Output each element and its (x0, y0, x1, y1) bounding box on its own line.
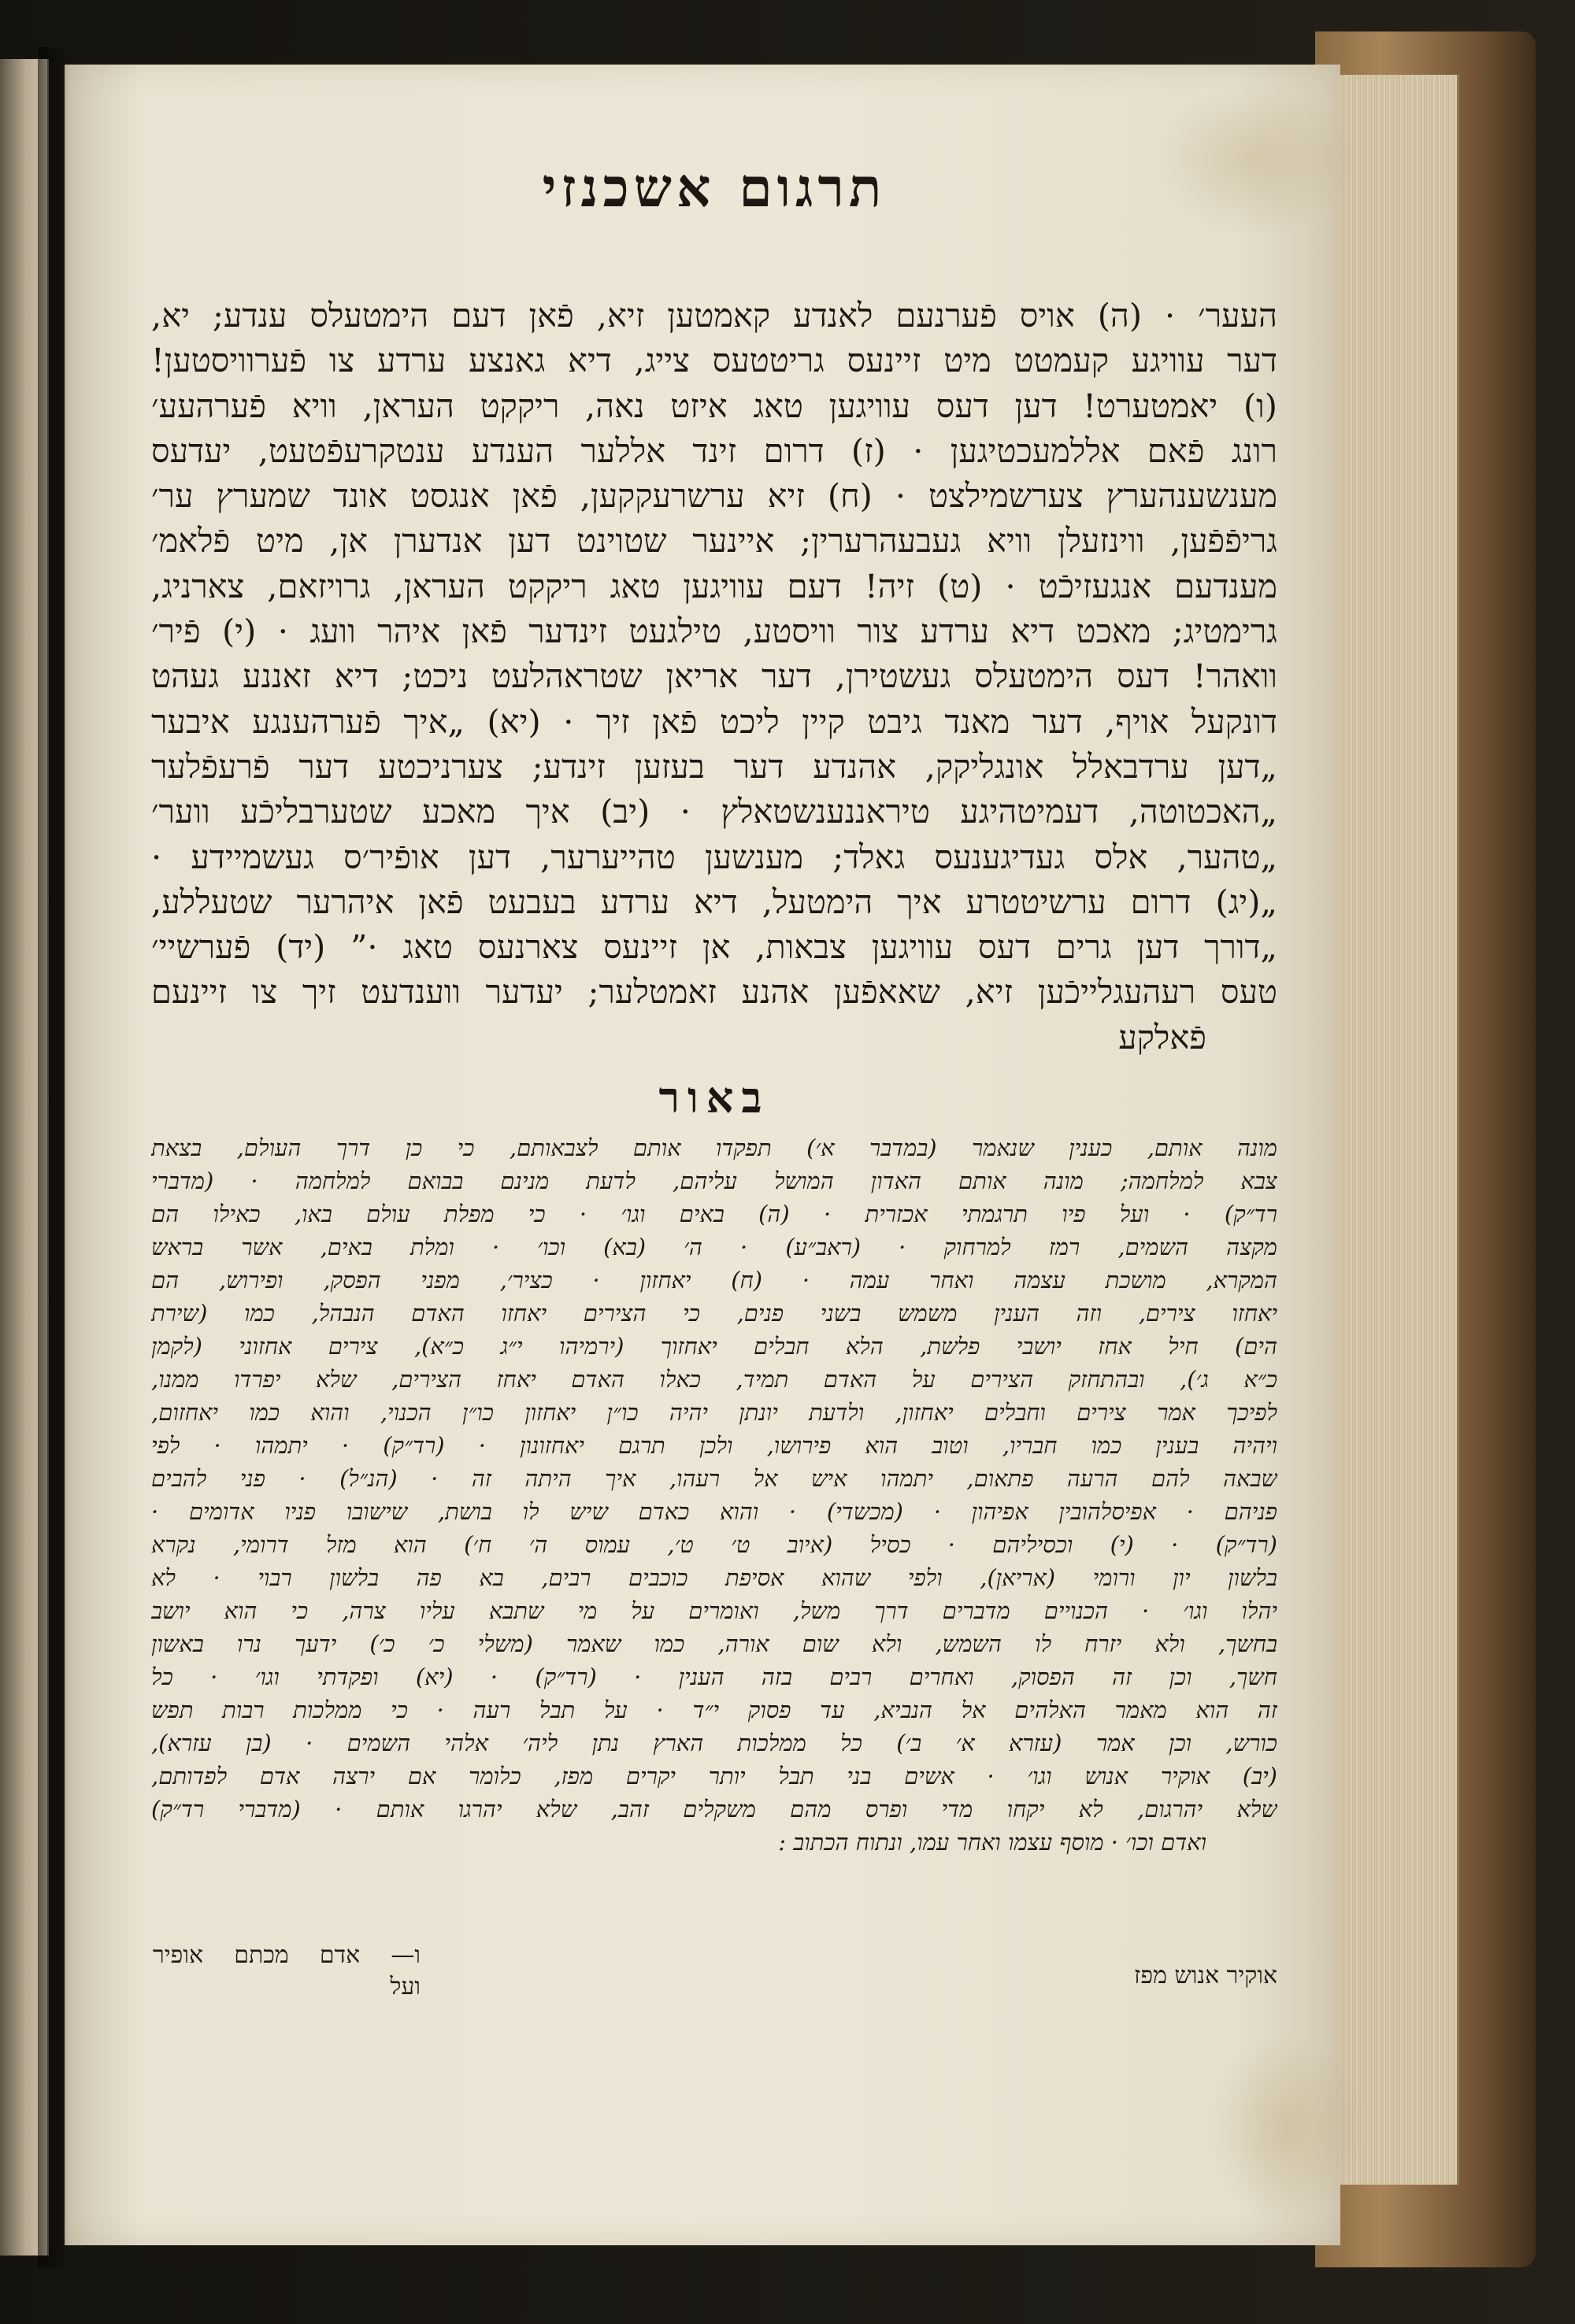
text-line: רונג פֿאם אללמעכטיגען · (ז) דרום זינד אללער הענדע ענטקרעפֿטעט, יעדעס (151, 431, 1277, 470)
commentary-line: מקצה השמים, רמז למרחוק · (ראב״ע) · ה׳ (בא) וכו׳ · ומלת באים, אשר בראש (151, 1234, 1277, 1260)
commentary-end-phrase: אוקיר אנוש מפז (1134, 1962, 1277, 1989)
text-line: „דורך דען גרים דעס עוויגען צבאות, אן זיינעס צארנעס טאג ·” (יד) פֿערשיי׳ (151, 927, 1277, 967)
text-line: „(יג) דרום ערשיטטרע איך הימטעל, דיא ערדע בעבעט פֿאן איהרער שטעללע, (151, 882, 1277, 921)
text-line: דונקעל אויף, דער מאנד גיבט קיין ליכט פֿאן זיך · (יא) „איך פֿערהענגע איבער (151, 701, 1277, 741)
commentary-line: חשך, וכן זה הפסוק, ואחרים רבים בזה הענין · (רד״ק) · (יא) ופקדתי וגו׳ · כל (151, 1663, 1277, 1690)
commentary-line: רד״ק) · ועל פיו תרגמתי אכזרית · (ה) באים וגו׳ · כי מפלת עולם באו, כאילו הם (151, 1201, 1277, 1227)
text-line: דער עוויגע קעמטט מיט זיינעס גריטטעס צייג, דיא גאנצע ערדע צו פֿערוויסטען! (151, 341, 1277, 380)
text-line: טעס רעהעגלייכֿען זיא, שאאפֿען אהנע זאמטלער; יעדער ווענדעט זיך צו זיינעם (151, 972, 1277, 1012)
commentary-line: פניהם · אפיסלהובין אפיהון · (מכשדי) · והוא כאדם שיש לו בושת, שישובו פניו אדומים · (151, 1498, 1277, 1525)
commentary-line: לפיכך אמר צירים וחבלים יאחזון, ולדעת יונתן יהיה כו״ן יאחזון כו״ן הכנוי, והוא כמו יאחזום, (151, 1399, 1277, 1426)
spine-shadow (38, 47, 69, 2267)
commentary-line: זה הוא מאמר האלהים אל הנביא, עד פסוק י״ד · על תבל רעה · כי ממלכות רבות תפש (151, 1697, 1277, 1723)
translation-text (151, 293, 1277, 1060)
text-line: גרימטיג; מאכט דיא ערדע צור וויסטע, טילגעט זינדער פֿאן איהר וועג · (י) פֿיר׳ (151, 612, 1277, 651)
text-line: מענשענהערץ צערשמילצט · (ח) זיא ערשרעקקען, פֿאן אנגסט אונד שמערץ ער׳ (151, 476, 1277, 516)
commentary-line: כ״א ג׳), ובהתחזק הצירים על האדם תמיד, כאלו האדם יאחז הצירים, שלא יפרדו ממנו, (151, 1366, 1277, 1393)
commentary-line: שלא יהרגום, לא יקחו מדי ופרס מהם משקלים זהב, שלא יהרגו אותם · (מדברי רד״ק) (151, 1796, 1277, 1823)
commentary-line: בלשון יון ורומי (אריאן), ולפי שהוא אסיפת כוכבים רבים, בא פה בלשון רבוי · לא (151, 1564, 1277, 1591)
commentary-line: המקרא, מושכת עצמה ואחר עמה · (ח) יאחזון · כציר׳, מפני הפסק, ופירוש, הם (151, 1267, 1277, 1293)
commentary-line: (רד״ק) · (י) וכסיליהם · כסיל (איוב ט׳ ט׳, עמוס ה׳ ח׳) הוא מזל דרומי, נקרא (151, 1531, 1277, 1558)
book-page (65, 65, 1340, 2245)
text-line: (ו) יאמטערט! דען דעס עוויגען טאג איזט נאה, ריקקט העראן, וויא פֿערהעע׳ (151, 386, 1277, 425)
commentary-line: הים) חיל אחז יושבי פלשת, הלא חבלים יאחזוך (ירמיהו י״ג כ״א), צירים אחזוני (לקמן (151, 1333, 1277, 1360)
commentary-line: בחשך, ולא יזרח לו השמש, ולא שום אורה, כמו שאמר (משלי כ׳ כ׳) ידעך נרו באשון (151, 1630, 1277, 1657)
text-line: מענדעם אנגעזיכֿט · (ט) זיה! דעם עוויגען טאג ריקקט העראן, גרויזאם, צארניג, (151, 566, 1277, 605)
text-line: „טהער, אלס געדיגענעס גאלד; מענשען טהייערער, דען אופֿיר׳ס געשמיידע · (151, 837, 1277, 876)
section-title: באור (658, 1072, 770, 1123)
commentary-line: מונה אותם, כענין שנאמר (במדבר א׳) תפקדו אותם לצבאותם, כי כן דרך העולם, בצאת (151, 1134, 1277, 1161)
commentary-line: ויהיה בענין כמו חבריו, וטוב הוא פירושו, ולכן תרגם יאחזונון · (רד״ק) · יתמהו · לפי (151, 1432, 1277, 1459)
text-line: „האכטוטה, דעמיטהיגע טיראננענשטאלץ · (יב) איך מאכע שטערבליכֿע ווער׳ (151, 792, 1277, 831)
page-title: תרגום אשכנזי (542, 157, 887, 220)
paper-stain (1206, 2033, 1364, 2222)
catchword-line: ועל (390, 1973, 421, 2000)
commentary-line: (יב) אוקיר אנוש וגו׳ · אשים בני תבל יותר יקרים מפז, כלומר אם ירצה אדם לפדותם, (151, 1763, 1277, 1789)
catchword-line: ו— אדם מכתם אופיר (153, 1941, 421, 1969)
commentary-line: יאחזו צירים, וזה הענין משמש בשני פנים, כי הצירים יאחזו האדם הנבהל, כמו (שירת (151, 1300, 1277, 1327)
text-line: „דען ערדבאלל אונגליקק, אהנדע דער בעזען זינדע; צערניכטע דער פֿרעפֿלער (151, 746, 1277, 786)
text-line: פֿאלקע (1118, 1017, 1206, 1057)
page-edges (1331, 75, 1459, 2185)
text-line: העער׳ · (ה) אויס פֿערנעם לאנדע קאמטען זיא, פֿאן דעם הימטעלס ענדע; יא, (151, 296, 1277, 335)
commentary-line: יהלו וגו׳ · הכנויים מדברים דרך משל, ואומרים על מי שתבא עליו צרה, כי הוא יושב (151, 1597, 1277, 1624)
text-line: גריפֿפֿען, ווינזעלן וויא געבעהרערין; איינער שטוינט דען אנדערן אן, מיט פֿלאמ׳ (151, 521, 1277, 561)
commentary-line: ואדם וכו׳ · מוסף עצמו ואחר עמו, ונתוח הכתוב : (778, 1829, 1206, 1856)
commentary-text (151, 1131, 1277, 1859)
catchword (153, 1940, 421, 2003)
commentary-line: צבא למלחמה; מונה אותם האדון המושל עליהם, לדעת מנינם בבואם למלחמה · (מדברי (151, 1168, 1277, 1194)
commentary-line: שבאה להם הרעה פתאום, יתמהו איש אל רעהו, איך היתה זה · (הנ״ל) · פני להבים (151, 1465, 1277, 1492)
text-line: וואהר! דעס הימטעלס געשטירן, דער אריאן שטראהלעט ניכט; דיא זאננע געהט (151, 657, 1277, 696)
commentary-line: כורש, וכן אמר (עזרא א׳ ב׳) כל ממלכות הארץ נתן ליה׳ אלהי השמים · (בן עזרא), (151, 1730, 1277, 1756)
